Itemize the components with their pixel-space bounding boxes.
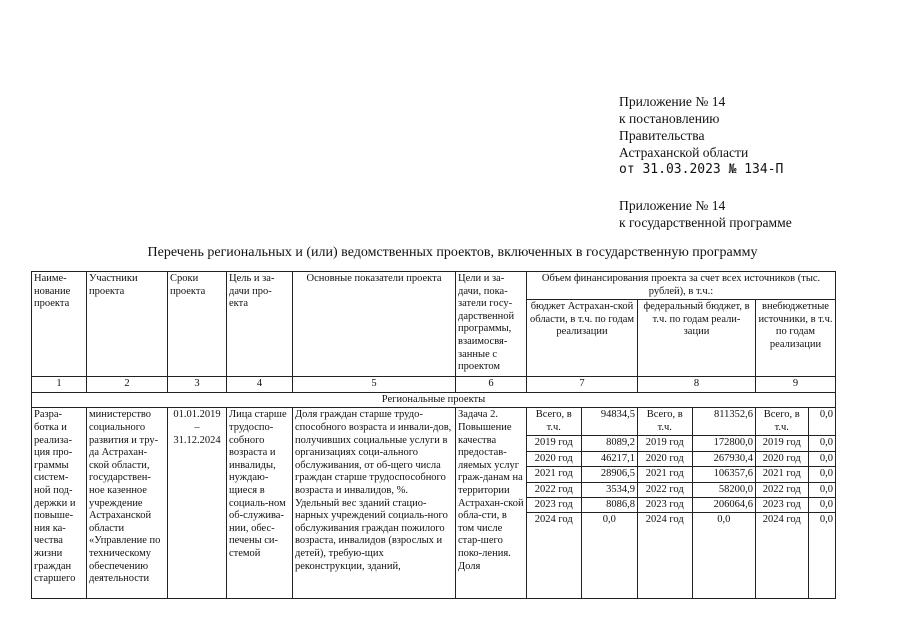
header-line: к постановлению (619, 111, 720, 126)
finance-row (527, 498, 637, 513)
federal-budget-table (638, 408, 755, 598)
amount-value: 94834,5 (581, 408, 637, 436)
amount-value: 267930,4 (692, 451, 755, 466)
year-label: Всего, в т.ч. (527, 408, 581, 436)
col-number: 6 (456, 377, 527, 393)
col-number: 5 (293, 377, 456, 393)
finance-row (527, 451, 637, 466)
amount-value: 0,0 (692, 513, 755, 599)
regional-budget-cell (527, 408, 638, 599)
header-line: Астраханской области (619, 145, 749, 160)
amount-value: 0,0 (808, 467, 835, 482)
amount-value: 206064,6 (692, 498, 755, 513)
year-label: 2023 год (756, 498, 808, 513)
finance-row (638, 498, 755, 513)
year-label: 2024 год (756, 513, 808, 599)
year-label: 2023 год (527, 498, 581, 513)
amount-value: 46217,1 (581, 451, 637, 466)
year-label: 2021 год (756, 467, 808, 482)
project-goals-cell: Лица старше трудоспо-собного возраста и инвалиды, нуждаю-щиеся в социаль-ном об-служива-нии, обес-печены си-стемой (227, 408, 293, 599)
col-number: 7 (527, 377, 638, 393)
section-row (32, 392, 836, 408)
header-line: Приложение № 14 (619, 94, 726, 109)
regional-budget-table (527, 408, 637, 598)
project-name-cell: Разра-ботка и реализа-ция про-граммы систем-ной под-держки и повыше-ния ка-чества жизни граждан старшего (32, 408, 87, 599)
col-number: 2 (87, 377, 168, 393)
col-header-dates: Сроки проекта (168, 272, 227, 377)
year-label: 2022 год (527, 482, 581, 497)
amount-value: 0,0 (808, 513, 835, 599)
col-number: 1 (32, 377, 87, 393)
finance-row (638, 513, 755, 599)
finance-row (756, 482, 835, 497)
year-label: 2020 год (756, 451, 808, 466)
year-label: 2020 год (638, 451, 692, 466)
year-label: 2024 год (638, 513, 692, 599)
col-header-financing: Объем финансирования проекта за счет всех источников (тыс. рублей), в т.ч.: (527, 272, 836, 300)
col-number: 3 (168, 377, 227, 393)
finance-row (756, 467, 835, 482)
col-number: 9 (756, 377, 836, 393)
table-row (32, 408, 836, 599)
amount-value: 0,0 (581, 513, 637, 599)
year-label: Всего, в т.ч. (638, 408, 692, 436)
finance-row (756, 436, 835, 451)
header-line: Приложение № 14 (619, 198, 726, 213)
project-dates-cell: 01.01.2019 – 31.12.2024 (168, 408, 227, 599)
col-header-federal-budget: федеральный бюджет, в т.ч. по годам реали-зации (638, 300, 756, 377)
col-header-name: Наиме-нование проекта (32, 272, 87, 377)
amount-value: 8086,8 (581, 498, 637, 513)
amount-value: 811352,6 (692, 408, 755, 436)
finance-row (756, 513, 835, 599)
finance-row (527, 436, 637, 451)
resolution-header (619, 93, 792, 231)
amount-value: 0,0 (808, 436, 835, 451)
year-label: 2022 год (756, 482, 808, 497)
finance-row (638, 467, 755, 482)
col-number: 4 (227, 377, 293, 393)
year-label: 2024 год (527, 513, 581, 599)
document-title: Перечень региональных и (или) ведомственных проектов, включенных в государственную программу (147, 245, 758, 260)
year-label: 2019 год (756, 436, 808, 451)
amount-value: 28906,5 (581, 467, 637, 482)
year-label: 2019 год (527, 436, 581, 451)
finance-row (756, 451, 835, 466)
amount-value: 172800,0 (692, 436, 755, 451)
amount-value: 0,0 (808, 451, 835, 466)
header-line: Правительства (619, 128, 705, 143)
finance-row (527, 513, 637, 599)
col-header-extrabudget: внебюджетные источники, в т.ч. по годам реализации (756, 300, 836, 377)
finance-row (527, 482, 637, 497)
header-line-date: от 31.03.2023 № 134-П (619, 162, 784, 177)
finance-row (527, 408, 637, 436)
project-linked-goals-cell: Задача 2. Повышение качества предостав-ляемых услуг граж-данам на территории Астрахан-ской обла-сти, в том числе стар-шего поко-ления. Доля (456, 408, 527, 599)
extrabudget-table (756, 408, 835, 598)
finance-row (638, 451, 755, 466)
col-number: 8 (638, 377, 756, 393)
projects-table (31, 271, 836, 599)
column-number-row (32, 377, 836, 393)
table-header-row (32, 272, 836, 300)
finance-row (756, 408, 835, 436)
year-label: 2021 год (638, 467, 692, 482)
amount-value: 0,0 (808, 498, 835, 513)
extrabudget-cell (756, 408, 836, 599)
year-label: Всего, в т.ч. (756, 408, 808, 436)
amount-value: 3534,9 (581, 482, 637, 497)
finance-row (638, 408, 755, 436)
year-label: 2019 год (638, 436, 692, 451)
finance-row (638, 436, 755, 451)
col-header-regional-budget: бюджет Астрахан-ской области, в т.ч. по годам реализации (527, 300, 638, 377)
project-participants-cell: министерство социального развития и тру-да Астрахан-ской области, государствен-ное казенное учреждение Астраханской области «Управление по техническому обеспечению деятельности (87, 408, 168, 599)
year-label: 2020 год (527, 451, 581, 466)
year-label: 2023 год (638, 498, 692, 513)
col-header-participants: Участники проекта (87, 272, 168, 377)
finance-row (638, 482, 755, 497)
year-label: 2022 год (638, 482, 692, 497)
federal-budget-cell (638, 408, 756, 599)
col-header-linked-goals: Цели и за-дачи, пока-затели госу-дарственной программы, взаимосвя-занные с проектом (456, 272, 527, 377)
col-header-indicators: Основные показатели проекта (293, 272, 456, 377)
amount-value: 8089,2 (581, 436, 637, 451)
amount-value: 106357,6 (692, 467, 755, 482)
section-title: Региональные проекты (32, 392, 836, 408)
amount-value: 58200,0 (692, 482, 755, 497)
header-line: к государственной программе (619, 215, 792, 230)
amount-value: 0,0 (808, 482, 835, 497)
finance-row (756, 498, 835, 513)
amount-value: 0,0 (808, 408, 835, 436)
col-header-goals: Цель и за-дачи про-екта (227, 272, 293, 377)
project-indicators-cell: Доля граждан старше трудо-способного возраста и инвали-дов, получивших социальные услуги в организациях соци-ального обслуживания, от об-щего числа граждан старше трудоспособного возраста и инвалидов, %. Удельный вес зданий стацио-нарных учреждений социаль-ного обслуживания граждан пожилого возраста, инвалидов (взрослых и детей), требую-щих реконструкции, зданий, (293, 408, 456, 599)
finance-row (527, 467, 637, 482)
year-label: 2021 год (527, 467, 581, 482)
